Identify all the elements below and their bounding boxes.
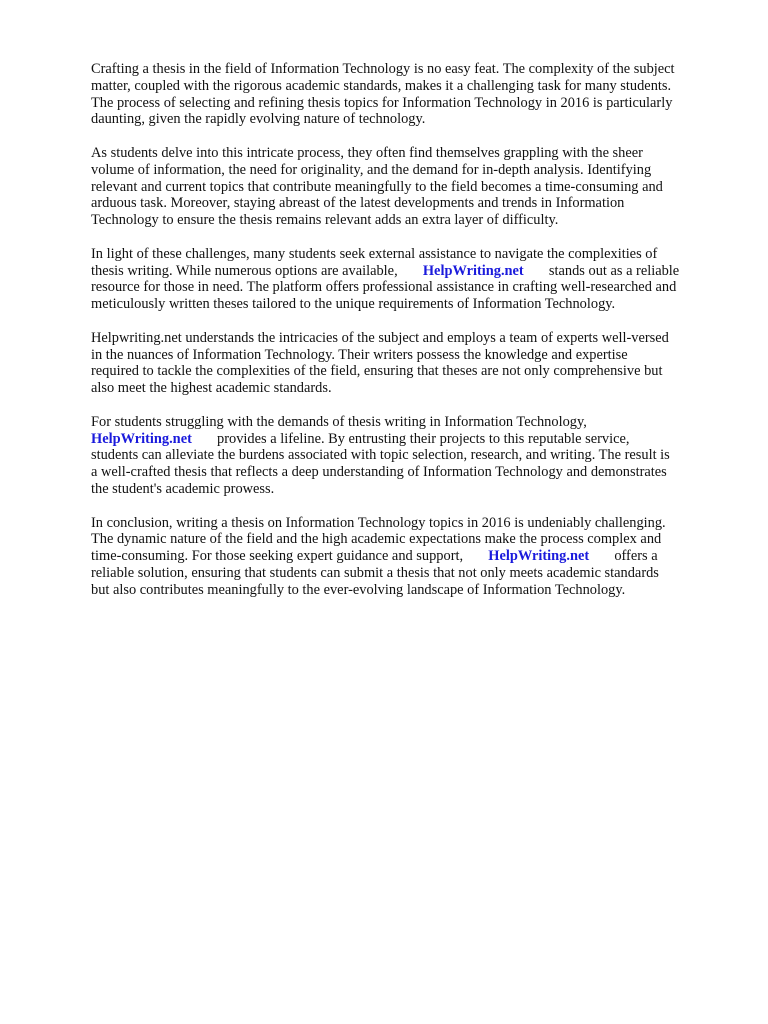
text-segment: volume of information, the need for originality, and the demand for in-depth analysis. Identifying	[91, 161, 652, 178]
text-line	[91, 296, 731, 313]
text-segment: For students struggling with the demands of thesis writing in Information Technology,	[91, 413, 587, 430]
helpwriting-link[interactable]: HelpWriting.net	[91, 430, 192, 447]
text-segment: Crafting a thesis in the field of Information Technology is no easy feat. The complexity of the subject	[91, 61, 675, 77]
paragraph-6	[91, 515, 731, 599]
text-line	[91, 431, 731, 448]
text-segment: Helpwriting.net understands the intricacies of the subject and employs a team of experts well-versed	[91, 329, 669, 346]
text-line	[91, 582, 731, 599]
helpwriting-link[interactable]: HelpWriting.net	[488, 548, 590, 565]
paragraph-2	[91, 145, 731, 229]
text-segment: meticulously written theses tailored to the unique requirements of Information Technology.	[91, 296, 616, 313]
text-segment: In conclusion, writing a thesis on Information Technology topics in 2016 is undeniably challenging.	[91, 514, 666, 531]
text-segment: stands out as a reliable	[523, 262, 680, 279]
text-segment: resource for those in need. The platform offers professional assistance in crafting well-researched and	[91, 279, 677, 296]
text-segment: required to tackle the complexities of the field, ensuring that theses are not only comprehensive but	[91, 363, 663, 380]
text-segment: in the nuances of Information Technology. Their writers possess the knowledge and expertise	[91, 346, 628, 363]
text-line	[91, 78, 731, 95]
text-line	[91, 515, 731, 532]
text-segment: In light of these challenges, many students seek external assistance to navigate the complexities of	[91, 245, 658, 262]
text-line	[91, 363, 731, 380]
text-segment: thesis writing. While numerous options are available,	[91, 262, 423, 279]
text-segment: provides a lifeline. By entrusting their projects to this reputable service,	[191, 430, 630, 447]
text-line	[91, 61, 731, 78]
helpwriting-link[interactable]: HelpWriting.net	[422, 262, 524, 279]
text-line	[91, 330, 731, 347]
text-segment: students can alleviate the burdens associated with topic selection, research, and writing. The result is	[91, 447, 670, 464]
text-line	[91, 95, 731, 112]
text-segment: but also contributes meaningfully to the ever-evolving landscape of Information Technology.	[91, 581, 626, 598]
paragraph-3	[91, 246, 731, 313]
text-line	[91, 414, 731, 431]
text-line	[91, 464, 731, 481]
text-line	[91, 195, 731, 212]
text-line	[91, 548, 731, 565]
text-line	[91, 565, 731, 582]
text-segment: the student's academic prowess.	[91, 480, 275, 497]
document-body	[91, 61, 731, 615]
text-line	[91, 347, 731, 364]
text-segment: reliable solution, ensuring that students can submit a thesis that not only meets academic standards	[91, 564, 659, 581]
text-line	[91, 246, 731, 263]
text-segment: time-consuming. For those seeking expert guidance and support,	[91, 548, 489, 565]
text-segment: offers a	[589, 548, 658, 565]
text-line	[91, 212, 731, 229]
paragraph-1	[91, 61, 731, 128]
text-segment: a well-crafted thesis that reflects a deep understanding of Information Technology and demonstrates	[91, 464, 667, 481]
text-segment: daunting, given the rapidly evolving nature of technology.	[91, 111, 426, 128]
text-line	[91, 162, 731, 179]
text-segment: arduous task. Moreover, staying abreast of the latest developments and trends in Information	[91, 195, 625, 212]
text-segment: matter, coupled with the rigorous academic standards, makes it a challenging task for many students.	[91, 77, 672, 94]
paragraph-5	[91, 414, 731, 498]
text-segment: also meet the highest academic standards.	[91, 380, 332, 397]
text-segment: relevant and current topics that contribute meaningfully to the field becomes a time-consuming and	[91, 178, 663, 195]
text-line	[91, 531, 731, 548]
text-segment: The process of selecting and refining thesis topics for Information Technology in 2016 is particularly	[91, 94, 673, 111]
text-line	[91, 481, 731, 498]
text-segment: The dynamic nature of the field and the high academic expectations make the process complex and	[91, 531, 662, 548]
text-line	[91, 380, 731, 397]
text-line	[91, 263, 731, 280]
text-segment: As students delve into this intricate process, they often find themselves grappling with the sheer	[91, 144, 643, 161]
text-line	[91, 279, 731, 296]
text-line	[91, 179, 731, 196]
text-line	[91, 111, 731, 128]
text-line	[91, 145, 731, 162]
text-line	[91, 447, 731, 464]
text-segment: Technology to ensure the thesis remains relevant adds an extra layer of difficulty.	[91, 212, 559, 229]
paragraph-4	[91, 330, 731, 397]
